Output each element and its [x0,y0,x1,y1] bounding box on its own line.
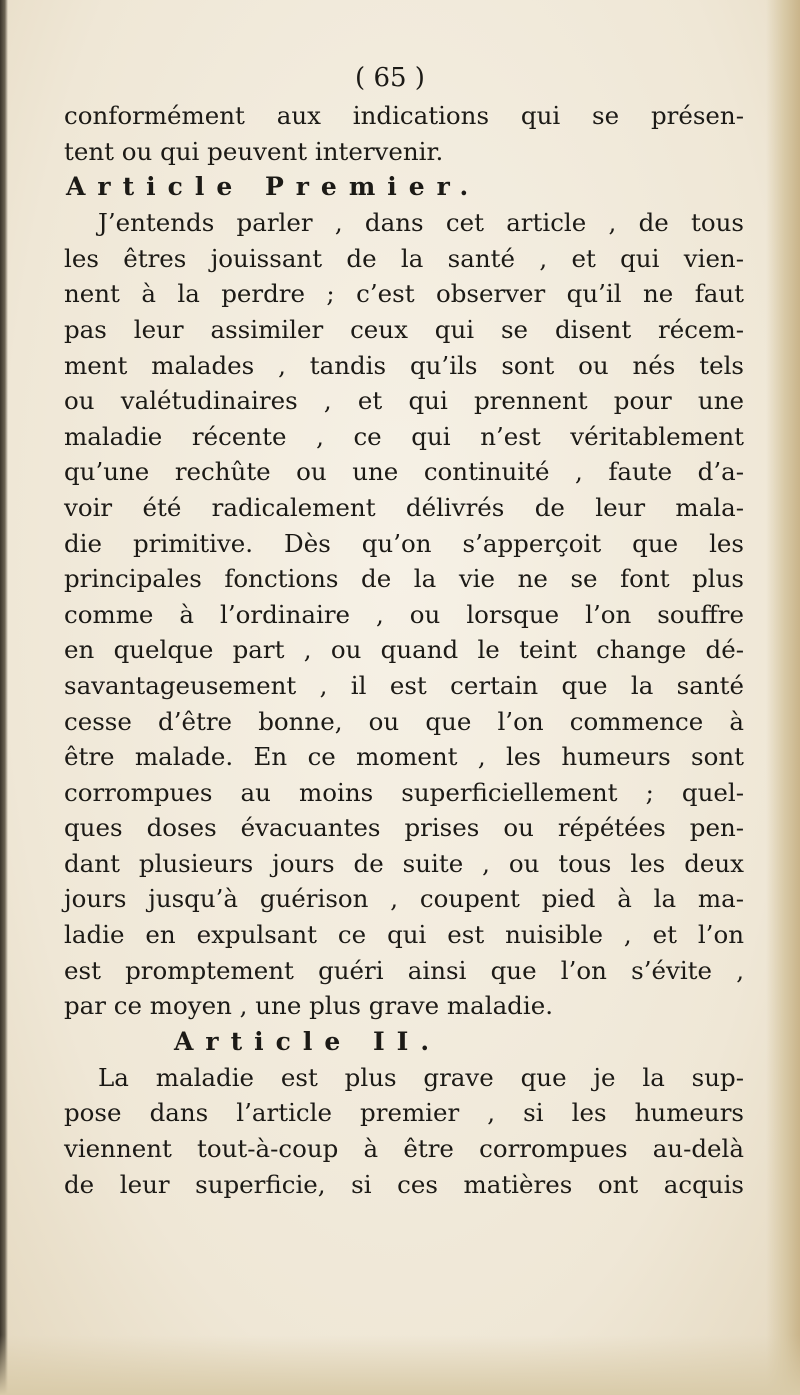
page-edge-stain [766,0,800,1395]
intro-paragraph [64,98,744,169]
text-line: dant plusieurs jours de suite , ou tous les deux [64,848,744,878]
page-binding-shadow [0,0,8,1395]
article-1-paragraph [64,205,744,1024]
text-line: voir été radicalement délivrés de leur mala- [64,492,744,522]
text-line: savantageusement , il est certain que la santé [64,670,744,700]
text-line: de leur superficie, si ces matières ont acquis [64,1169,744,1199]
text-line: qu’une rechûte ou une continuité , faute d’a- [64,457,744,487]
text-line: tent ou qui peuvent intervenir. [64,136,444,166]
text-line: est promptement guéri ainsi que l’on s’évite , [64,955,744,985]
text-line: pose dans l’article premier , si les humeurs [64,1098,744,1128]
article-2-paragraph [64,1060,744,1202]
text-line: La maladie est plus grave que je la sup- [98,1062,744,1092]
text-line: par ce moyen , une plus grave maladie. [64,991,553,1021]
text-line: comme à l’ordinaire , ou lorsque l’on souffre [64,599,744,629]
text-line: maladie récente , ce qui n’est véritablement [64,421,744,451]
text-line: être malade. En ce moment , les humeurs sont [64,742,744,772]
text-line: corrompues au moins superficiellement ; quel- [64,777,744,807]
article-2-heading: Article II. [174,1026,442,1056]
text-line: ladie en expulsant ce qui est nuisible , et l’on [64,920,744,950]
text-line: nent à la perdre ; c’est observer qu’il ne faut [64,279,744,309]
text-line: en quelque part , ou quand le teint change dé- [64,635,744,665]
page-bottom-stain [0,1335,800,1395]
text-line: viennent tout-à-coup à être corrompues au-delà [64,1134,744,1164]
text-line: die primitive. Dès qu’on s’apperçoit que les [64,528,744,558]
article-1-heading: Article Premier. [66,172,481,202]
text-line: J’entends parler , dans cet article , de tous [98,208,744,238]
text-line: ou valétudinaires , et qui prennent pour une [64,386,744,416]
page-text [64,58,744,1202]
text-line: pas leur assimiler ceux qui se disent récem- [64,314,744,344]
text-line: ment malades , tandis qu’ils sont ou nés tels [64,350,744,380]
text-line: ques doses évacuantes prises ou répétées pen- [64,813,744,843]
text-line: jours jusqu’à guérison , coupent pied à la ma- [64,884,744,914]
page-number: ( 65 ) [355,63,425,93]
text-line: les êtres jouissant de la santé , et qui vien- [64,243,744,273]
text-line: principales fonctions de la vie ne se font plus [64,564,744,594]
text-line: conformément aux indications qui se présen- [64,101,744,130]
text-line: cesse d’être bonne, ou que l’on commence à [64,706,744,736]
